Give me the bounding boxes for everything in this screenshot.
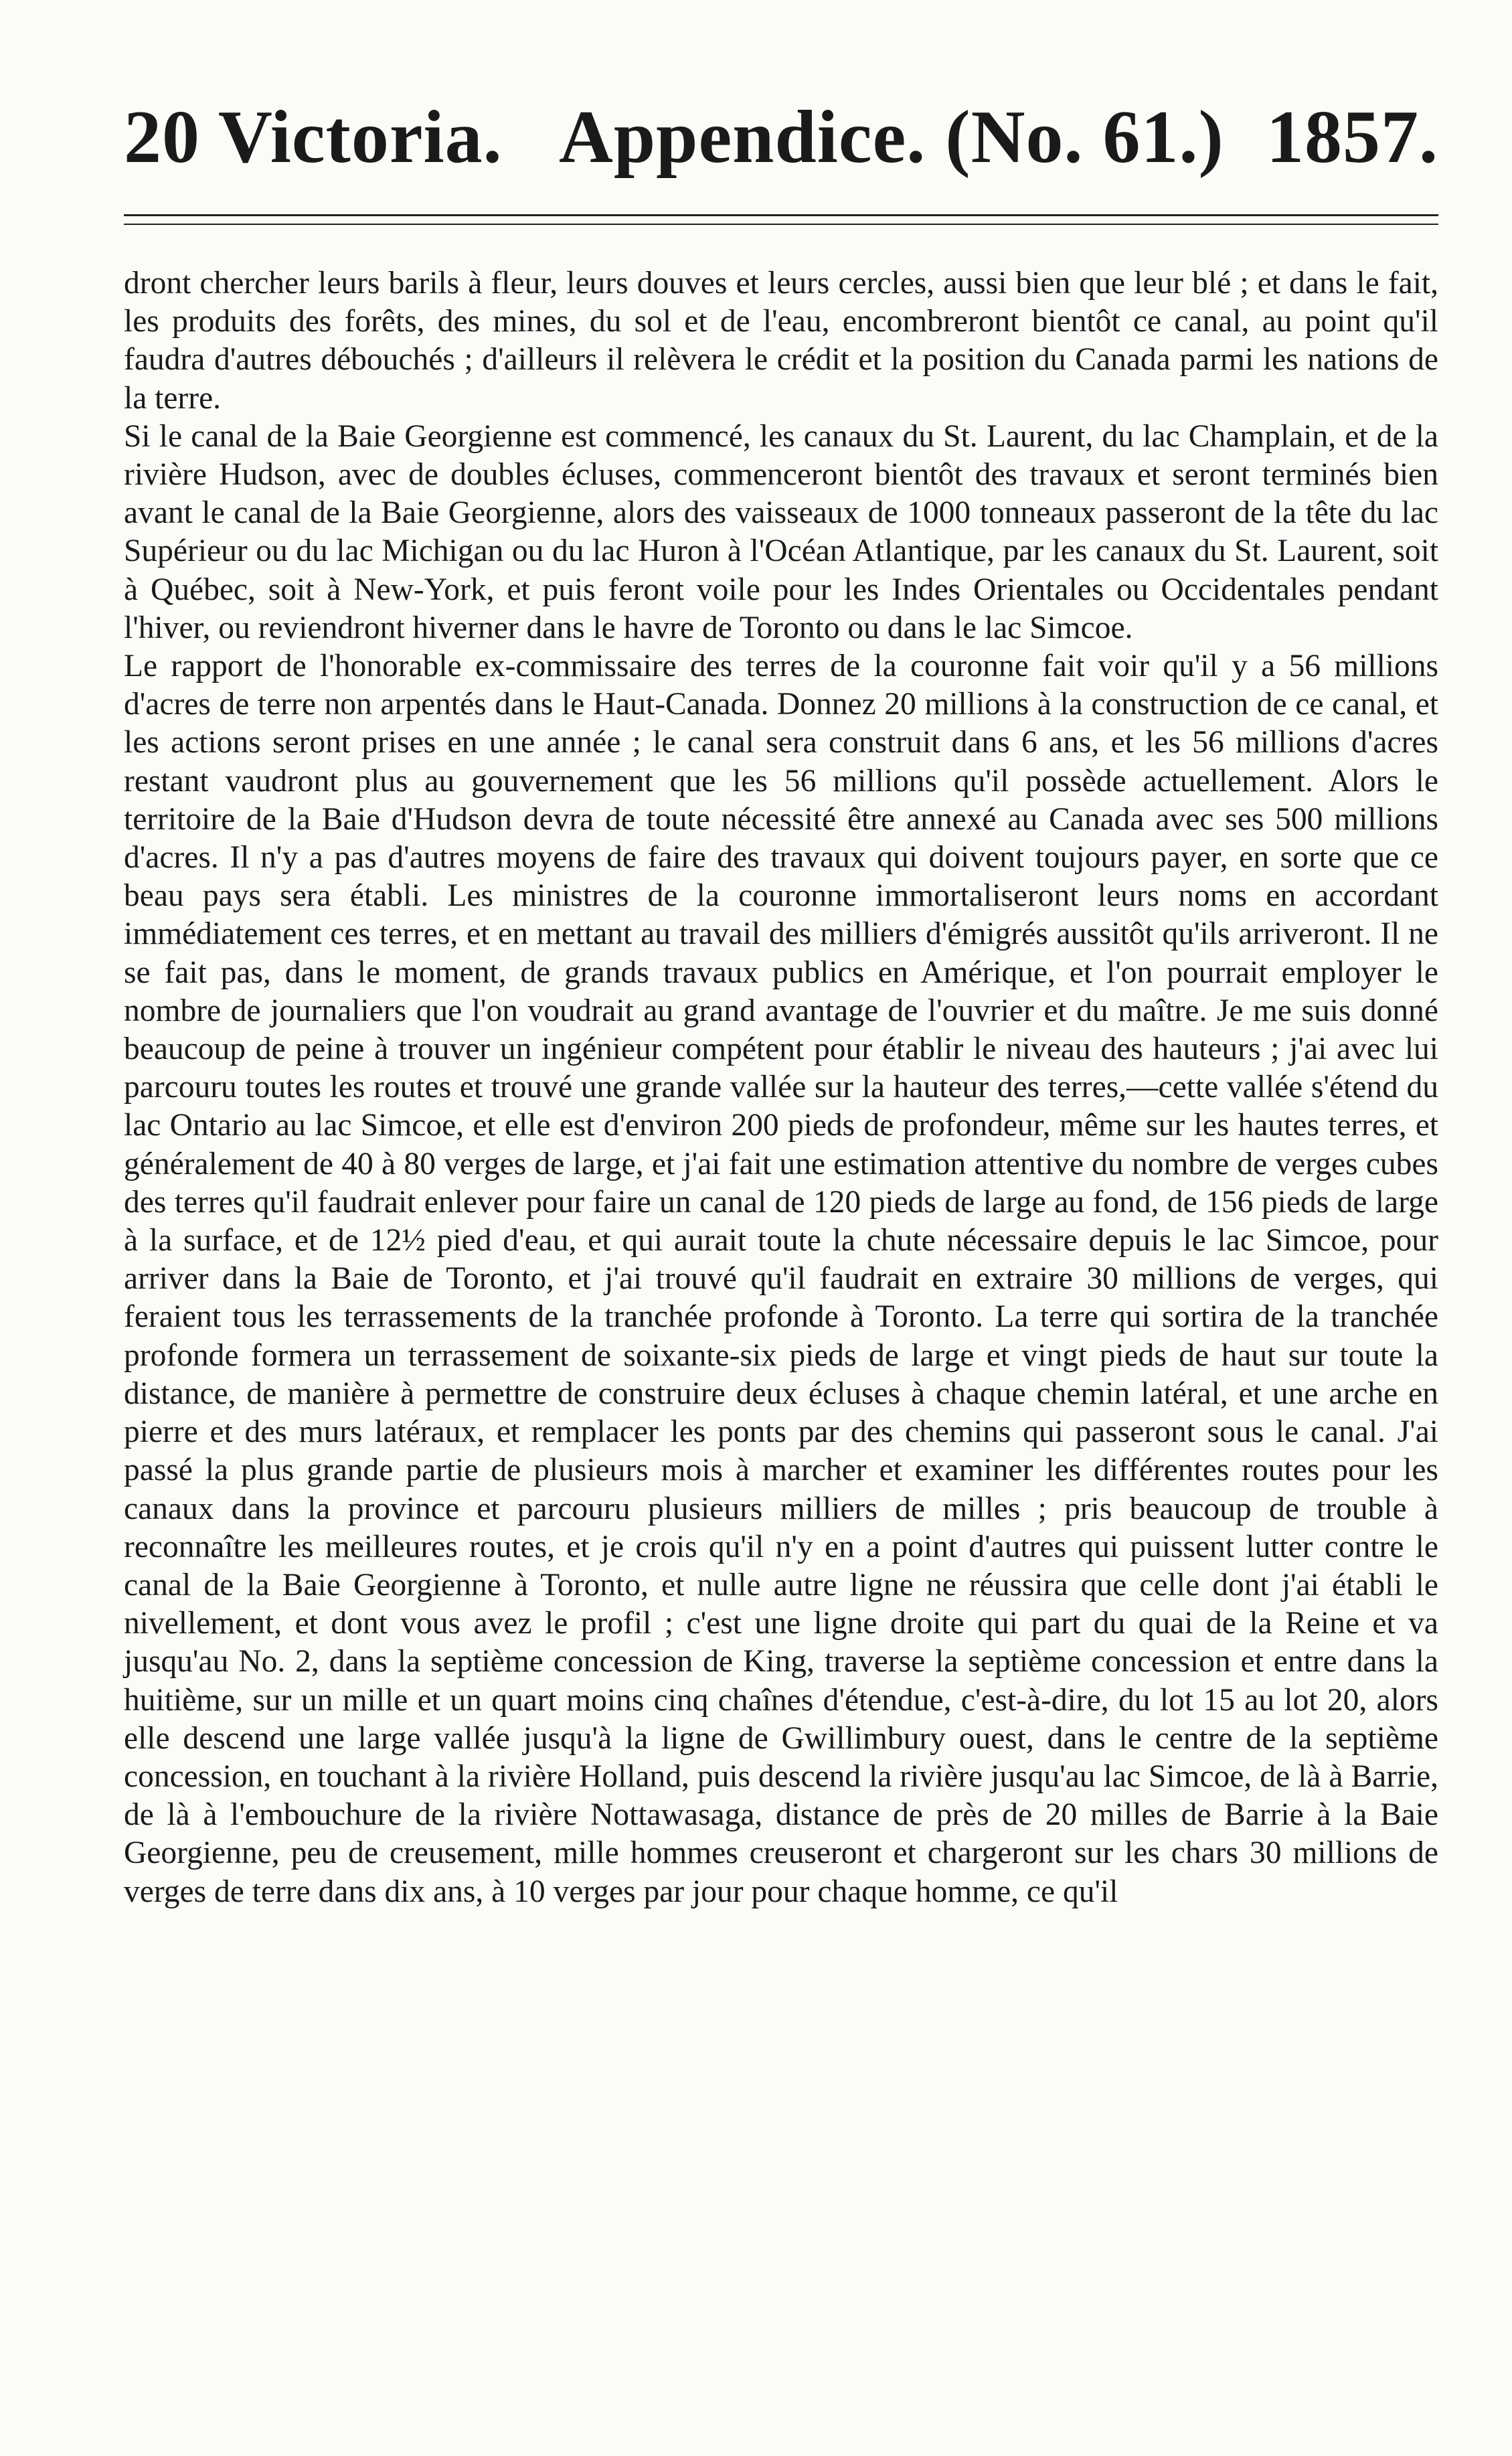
paragraph: Le rapport de l'honorable ex-commissaire des terres de la couronne fait voir qu'il y a 56 millions d'acres de terre non arpentés dans le Haut-Canada. Donnez 20 millions à la construction de ce canal, et les actions seront prises en une année ; le canal sera construit dans 6 ans, et les 56 millions d'acres restant vaudront plus au gouvernement que les 56 millions qu'il possède actuellement. Alors le territoire de la Baie d'Hudson devra de toute nécessité être annexé au Canada avec ses 500 millions d'acres. Il n'y a pas d'autres moyens de faire des travaux qui doivent toujours payer, en sorte que ce beau pays sera établi. Les ministres de la couronne immortaliseront leurs noms en accordant immédiatement ces terres, et en mettant au travail des milliers d'émigrés aussitôt qu'ils arriveront. Il ne se fait pas, dans le moment, de grands travaux publics en Amérique, et l'on pourrait employer le nombre de journaliers que l'on voudrait au grand avantage de l'ouvrier et du maître. Je me suis donné beaucoup de peine à trouver un ingénieur compétent pour établir le niveau des hauteurs ; j'ai avec lui parcouru toutes les routes et trouvé une grande vallée sur la hauteur des terres,—cette vallée s'étend du lac Ontario au lac Simcoe, et elle est d'environ 200 pieds de profondeur, même sur les hautes terres, et généralement de 40 à 80 verges de large, et j'ai fait une estimation attentive du nombre de verges cubes des terres qu'il faudrait enlever pour faire un canal de 120 pieds de large au fond, de 156 pieds de large à la surface, et de 12½ pied d'eau, et qui aurait toute la chute nécessaire depuis le lac Simcoe, pour arriver dans la Baie de Toronto, et j'ai trouvé qu'il faudrait en extraire 30 millions de verges, qui feraient tous les terrassements de la tranchée profonde à Toronto. La terre qui sortira de la tranchée profonde formera un terrassement de soixante-six pieds de large et vingt pieds de haut sur toute la distance, de manière à permettre de construire deux écluses à chaque chemin latéral, et une arche en pierre et des murs latéraux, et remplacer les ponts par des chemins qui passeront sous le canal. J'ai passé la plus grande partie de plusieurs mois à marcher et examiner les différentes routes pour les canaux dans la province et parcouru plusieurs milliers de milles ; pris beaucoup de trouble à reconnaître les meilleures routes, et je crois qu'il n'y en a point d'autres qui puissent lutter contre le canal de la Baie Georgienne à Toronto, et nulle autre ligne ne réussira que celle dont j'ai établi le nivellement, et dont vous avez le profil ; c'est une ligne droite qui part du quai de la Reine et va jusqu'au No. 2, dans la septième concession de King, traverse la septième concession et entre dans la huitième, sur un mille et un quart moins cinq chaînes d'étendue, c'est-à-dire, du lot 15 au lot 20, alors elle descend une large vallée jusqu'à la ligne de Gwillimbury ouest, dans le centre de la septième concession, en touchant à la rivière Holland, puis descend la rivière jusqu'au lac Simcoe, de là à Barrie, de là à l'embouchure de la rivière Nottawasaga, distance de près de 20 milles de Barrie à la Baie Georgienne, peu de creusement, mille hommes creuseront et chargeront sur les chars 30 millions de verges de terre dans dix ans, à 10 verges par jour pour chaque homme, ce qu'il — [124, 649, 1438, 1909]
body-text — [124, 264, 1438, 1911]
paragraph: Si le canal de la Baie Georgienne est commencé, les canaux du St. Laurent, du lac Champlain, et de la rivière Hudson, avec de doubles écluses, commenceront bientôt des travaux et seront terminés bien avant le canal de la Baie Georgienne, alors des vaisseaux de 1000 tonneaux passeront de la tête du lac Supérieur ou du lac Michigan ou du lac Huron à l'Océan Atlantique, par les canaux du St. Laurent, soit à Québec, soit à New-York, et puis feront voile pour les Indes Orientales ou Occidentales pendant l'hiver, ou reviendront hiverner dans le havre de Toronto ou dans le lac Simcoe. — [124, 418, 1438, 645]
paragraph: dront chercher leurs barils à fleur, leurs douves et leurs cercles, aussi bien que leur blé ; et dans le fait, les produits des forêts, des mines, du sol et de l'eau, encombreront bientôt ce canal, au point qu'il faudra d'autres débouchés ; d'ailleurs il relèvera le crédit et la position du Canada parmi les nations de la terre. — [124, 266, 1438, 416]
header-year: 1857. — [1266, 96, 1438, 179]
header-rule-top — [124, 214, 1438, 216]
header-session: 20 Victoria. — [124, 96, 503, 179]
page-header — [124, 87, 1438, 187]
header-appendix: Appendice. (No. 61.) — [559, 96, 1224, 179]
header-rule-bottom — [124, 224, 1438, 225]
